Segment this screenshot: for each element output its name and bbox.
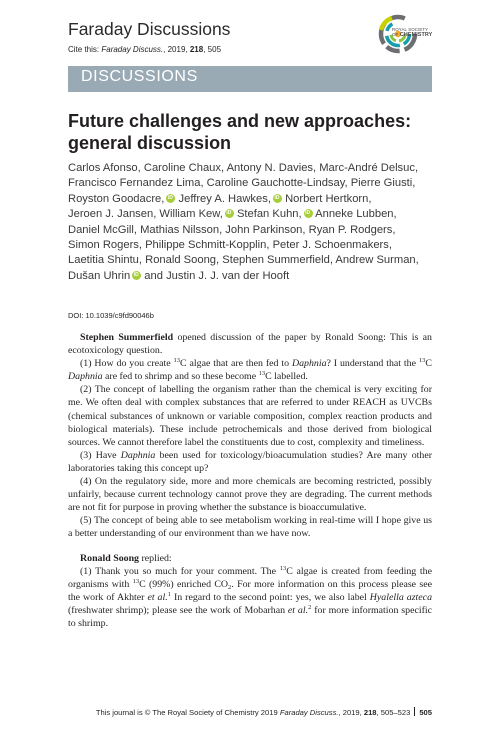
author-name: Jeffrey A. Hawkes, bbox=[178, 192, 271, 205]
author-name: Stefan Kuhn, bbox=[236, 208, 302, 221]
paragraph bbox=[68, 552, 432, 565]
logo-text bbox=[392, 27, 432, 38]
superscript: 13 bbox=[132, 577, 140, 585]
paragraph-text: (3) Have bbox=[80, 449, 121, 461]
species-name: Daphnia bbox=[120, 449, 156, 461]
article-title bbox=[68, 111, 432, 154]
journal-title: Faraday Discussions bbox=[68, 19, 231, 39]
species-name: Daphnia bbox=[68, 371, 103, 383]
paragraph: (2) The concept of labelling the organism rather than the chemical is very exciting for me. We often deal with complex substances that are referred to under REACH as UVCBs (chemical substances of unknown or variable composition, complex reaction products and biological materials). These include petrochemicals and those derived from biological sources. We cannot therefore label the constituents due to cost, complexity and timeliness. bbox=[68, 384, 432, 448]
cite-page: , 505 bbox=[203, 45, 222, 54]
paragraph-text: (freshwater shrimp); please see the work of Mobarhan bbox=[68, 604, 288, 616]
paragraph-text: C algae is created from feeding the organisms with bbox=[68, 565, 432, 590]
footer-volume: 218 bbox=[363, 708, 377, 717]
cite-year: , 2019, bbox=[163, 45, 188, 54]
author-line: Francisco Fernandez Lima, Caroline Gauchotte-Lindsay, Pierre Giusti, bbox=[68, 177, 416, 190]
author-line: Carlos Afonso, Caroline Chaux, Antony N. Davies, Marc-André Delsuc, bbox=[68, 162, 419, 174]
footer-year: , 2019, bbox=[338, 708, 362, 717]
cite-label: Cite this: bbox=[68, 45, 100, 54]
species-name: Hyalella azteca bbox=[369, 591, 433, 603]
paragraph-text: In regard to the second point: yes, we also label bbox=[170, 591, 370, 603]
paragraph bbox=[68, 357, 432, 383]
et-al: et al. bbox=[287, 604, 309, 616]
paragraph-text: . For more information on this process please see the work of Akhter bbox=[68, 578, 432, 603]
footer-journal: Faraday Discuss. bbox=[279, 708, 339, 717]
title-line-1: Future challenges and new approaches: bbox=[68, 111, 412, 131]
orcid-icon[interactable] bbox=[304, 209, 313, 218]
paragraph-text: opened discussion of the paper by Ronald Soong: This is an ecotoxicology question. bbox=[68, 332, 432, 357]
author-name: Dušan Uhrin bbox=[68, 269, 131, 282]
section-banner-label: DISCUSSIONS bbox=[81, 68, 198, 85]
superscript: 13 bbox=[418, 357, 426, 365]
cite-volume: 218 bbox=[189, 45, 204, 54]
orcid-icon[interactable] bbox=[132, 271, 141, 280]
logo-line2 bbox=[392, 32, 432, 38]
footer-pages: , 505–523 bbox=[376, 708, 411, 717]
speaker-name: Ronald Soong bbox=[80, 552, 139, 564]
speaker-name: Stephen Summerfield bbox=[80, 332, 174, 343]
orcid-icon[interactable] bbox=[166, 194, 175, 203]
paragraph-text: (1) How do you create bbox=[80, 358, 174, 370]
paragraph-text: (1) Thank you so much for your comment. The bbox=[80, 565, 280, 577]
author-line: Daniel McGill, Mathias Nilsson, John Parkinson, Ryan P. Rodgers, bbox=[68, 223, 396, 236]
cite-journal: Faraday Discuss. bbox=[101, 45, 164, 54]
author-line: Simon Rogers, Philippe Schmitt-Kopplin, Peter J. Schoenmakers, bbox=[68, 239, 392, 252]
footer-separator bbox=[414, 707, 415, 716]
superscript: 13 bbox=[279, 564, 287, 572]
author-name: Jeroen J. Jansen, William Kew, bbox=[68, 208, 223, 221]
doi[interactable]: DOI: 10.1039/c9fd90046b bbox=[68, 311, 154, 320]
species-name: Daphnia bbox=[291, 358, 327, 370]
paragraph bbox=[68, 449, 432, 475]
article-body bbox=[68, 331, 432, 630]
paragraph: (4) On the regulatory side, more and more chemicals are becoming restricted, possibly unfairly, because current technology cannot prove they are degrading. The current methods are not fit for purpose in proving whether the substance is bioaccumulative. bbox=[68, 476, 432, 514]
superscript: 13 bbox=[258, 370, 266, 378]
author-line bbox=[68, 192, 448, 207]
orcid-icon[interactable] bbox=[273, 194, 282, 203]
paragraph-text: C (99%) enriched CO bbox=[139, 578, 229, 590]
paragraph-text: C labelled. bbox=[265, 371, 308, 383]
superscript: 13 bbox=[173, 357, 181, 365]
page-number: 505 bbox=[419, 708, 432, 717]
paragraph: (5) The concept of being able to see metabolism working in real-time will I hope give us a better understanding of our environment than we have now. bbox=[68, 515, 432, 540]
citation-line bbox=[68, 45, 221, 54]
author-line: Laetitia Shintu, Ronald Soong, Stephen Summerfield, Andrew Surman, bbox=[68, 254, 419, 267]
paragraph-text: ? I understand that the bbox=[326, 358, 419, 370]
logo-line2-name: CHEMISTRY bbox=[399, 32, 433, 39]
paragraph bbox=[68, 331, 432, 357]
orcid-icon[interactable] bbox=[225, 209, 234, 218]
author-list bbox=[68, 161, 448, 284]
logo-line1: ROYAL SOCIETY bbox=[392, 27, 429, 32]
paragraph-text: for more information specific to shrimp. bbox=[68, 604, 432, 629]
author-name: and Justin J. J. van der Hooft bbox=[144, 269, 290, 282]
author-name: Royston Goodacre, bbox=[68, 192, 165, 205]
paragraph-text: are fed to shrimp and so these become bbox=[102, 371, 259, 383]
reference-link[interactable]: 1 bbox=[167, 590, 171, 598]
paragraph-text: been used for toxicology/bioacumulation studies? Are many other laboratories taking this concept up? bbox=[68, 449, 432, 474]
et-al: et al. bbox=[147, 591, 168, 603]
paragraph-text: C bbox=[425, 358, 433, 370]
logo-line2-prefix: OF bbox=[392, 32, 399, 38]
subscript: 2 bbox=[228, 583, 232, 591]
copyright-text: This journal is © The Royal Society of Chemistry 2019 bbox=[95, 708, 278, 717]
section-banner bbox=[68, 66, 432, 92]
author-name: Norbert Hertkorn, bbox=[285, 192, 372, 205]
author-name: Anneke Lubben, bbox=[315, 208, 397, 221]
title-line-2: general discussion bbox=[68, 132, 232, 153]
paragraph-text: C algae that are then fed to bbox=[180, 358, 292, 370]
paragraph bbox=[68, 565, 432, 630]
paragraph-text: replied: bbox=[139, 552, 172, 564]
author-line bbox=[68, 207, 448, 222]
reference-link[interactable]: 2 bbox=[308, 603, 312, 611]
page-footer bbox=[68, 707, 432, 717]
author-line bbox=[68, 269, 448, 284]
